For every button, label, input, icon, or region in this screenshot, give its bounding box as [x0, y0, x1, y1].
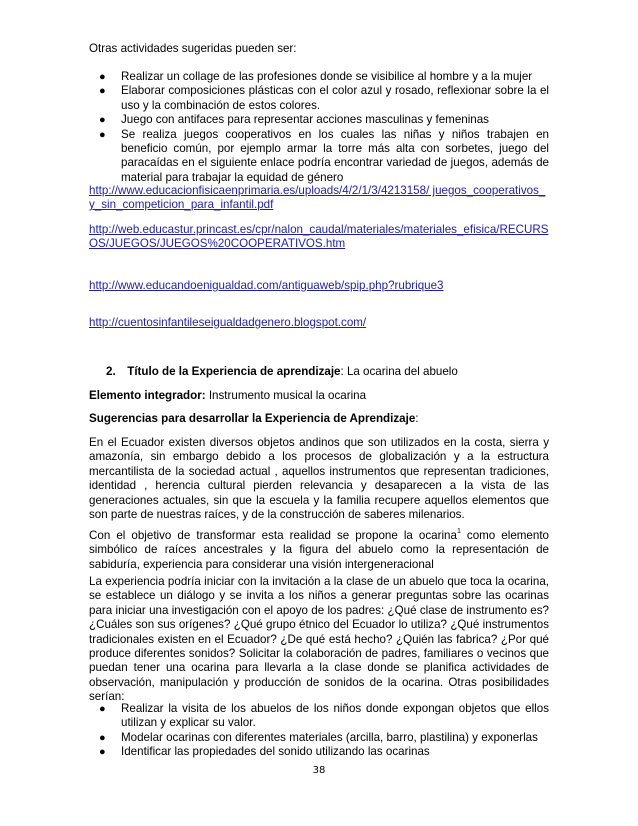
elemento-integrador	[89, 389, 549, 403]
list-item: ● Realizar la visita de los abuelos de los niños donde expongan objetos que ellos utilizan y explicar su valor.	[99, 702, 549, 730]
paragraph-ecuador: En el Ecuador existen diversos objetos andinos que son utilizados en la costa, sierra y amazonía, sin embargo debido a los procesos de globalización y a la estructura mercantilista de la sociedad actual , aquellos instrumentos que representan tradiciones, identidad , herencia cultural pierden relevancia y desaparecen a la vista de las generaciones actuales, sin que la escuela y la familia recupere aquellos elementos que son parte de nuestras raíces, y de la construcción de saberes milenarios.	[89, 436, 549, 522]
list-item: ● Realizar un collage de las profesiones donde se visibilice al hombre y a la mujer	[99, 70, 533, 83]
elemento-value: Instrumento musical la ocarina	[205, 389, 367, 402]
section-title	[106, 365, 546, 379]
footnote-marker: 1	[456, 528, 461, 535]
bullet-icon: ●	[99, 128, 106, 141]
intro-text: Otras actividades sugeridas pueden ser:	[89, 42, 297, 55]
bullet-icon: ●	[99, 703, 106, 715]
section-number: 2.	[106, 365, 116, 378]
activities-list	[89, 70, 549, 185]
paragraph-objetivo: Con el objetivo de transformar esta realidad se propone la ocarina$^1$ como elemento simbólico de raíces ancestrales y la figura del abuelo como la representación de sabiduría, experiencia para considerar una visión intergeneracional	[89, 528, 549, 571]
list-item: ● Se realiza juegos cooperativos en los cuales las niñas y niños trabajen en beneficio común, por ejemplo armar la torre más alta con sorbetes, juego del paracaídas en el siguiente enlace podría encontrar variedad de juegos, además de material para trabajar la equidad de género	[99, 127, 549, 184]
bullet-icon: ●	[99, 746, 106, 759]
sugerencias-label: Sugerencias para desarrollar la Experiencia de Aprendizaje	[89, 412, 416, 425]
list-item: ● Modelar ocarinas con diferentes materiales (arcilla, barro, plastilina) y exponerlas	[99, 730, 538, 744]
sugerencias-heading: Sugerencias para desarrollar la Experiencia de Aprendizaje:	[89, 412, 419, 425]
elemento-label: Elemento integrador:	[89, 389, 206, 402]
list-item: ● Juego con antifaces para representar acciones masculinas y femeninas	[99, 113, 489, 127]
link-educandoenigualdad[interactable]: http://www.educandoenigualdad.com/antiguaweb/spip.php?rubrique3	[89, 279, 444, 292]
possibilities-list	[89, 702, 549, 760]
link-cuentosinfantiles[interactable]: http://cuentosinfantileseigualdadgenero.blogspot.com/	[89, 316, 367, 329]
link-educastur[interactable]: http://web.educastur.princast.es/cpr/nalon_caudal/materiales/materiales_efisica/RECURSOS/JUEGOS/JUEGOS%20COOPERATIVOS.htm	[89, 223, 549, 251]
section-title-value: : La ocarina del abuelo	[340, 365, 458, 378]
list-item: ● Identificar las propiedades del sonido utilizando las ocarinas	[99, 745, 430, 759]
section-title-label: Título de la Experiencia de aprendizaje	[127, 365, 341, 378]
page-number: 38	[312, 765, 326, 776]
link-juegos-cooperativos[interactable]: http://www.educacionfisicaenprimaria.es/uploads/4/2/1/3/4213158/ juegos_cooperativos_y_sin_competicion_para_infantil.pdf	[89, 184, 546, 212]
paragraph-experiencia: La experiencia podría iniciar con la invitación a la clase de un abuelo que toca la ocarina, se establece un diálogo y se invita a los niños a generar preguntas sobre las ocarinas para iniciar una investigación con el apoyo de los padres: ¿Qué clase de instrumento es? ¿Cuáles son sus orígenes? ¿Qué grupo étnico del Ecuador lo utiliza? ¿Qué instrumentos tradicionales existen en el Ecuador? ¿De qué está hecho? ¿Quién las fabrica? ¿Por qué produce diferentes sonidos? Solicitar la colaboración de padres, familiares o vecinos que puedan tener una ocarina para llevarla a la clase donde se planifica actividades de observación, manipulación y producción de sonidos de la ocarina. Otras posibilidades serían:	[89, 575, 549, 704]
bullet-icon: ●	[99, 731, 106, 744]
bullet-icon: ●	[99, 71, 106, 83]
list-item: ● Elaborar composiciones plásticas con el color azul y rosado, reflexionar sobre la el uso y la combinación de estos colores.	[99, 84, 549, 112]
bullet-icon: ●	[99, 114, 106, 127]
bullet-icon: ●	[99, 85, 106, 98]
